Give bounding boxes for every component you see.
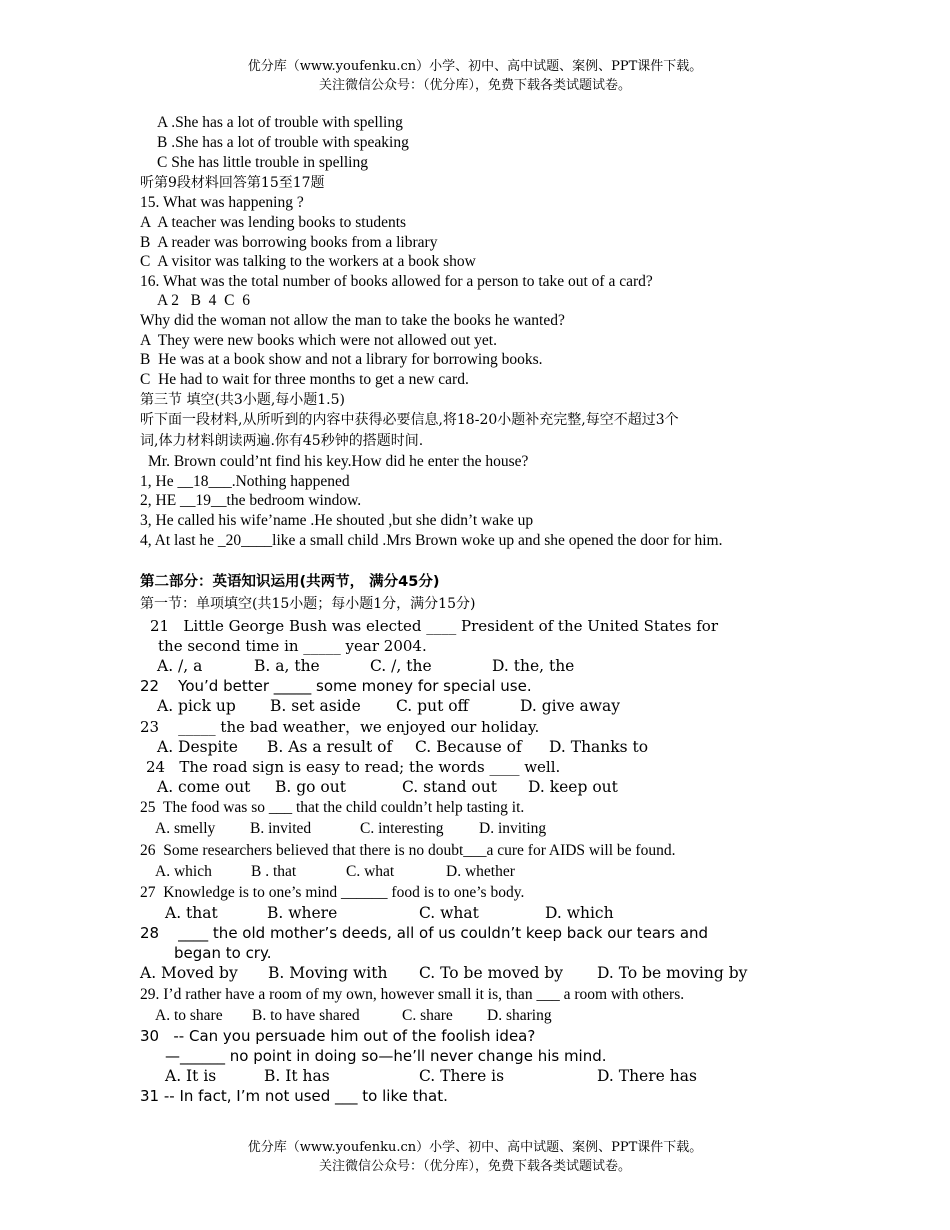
q24-option-d: D. keep out [528,778,618,796]
q26-stem: 26 Some researchers believed that there is no doubt___a cure for AIDS will be found. [140,842,676,859]
q23-option-b: B. As a result of [267,738,393,756]
q14-option-b: B .She has a lot of trouble with speaking [157,134,409,151]
q30-option-a: A. It is [165,1067,217,1085]
q23-option-c: C. Because of [415,738,522,756]
page-footer [0,1138,950,1176]
q27-option-b: B. where [267,904,338,922]
q22-option-c: C. put off [396,697,469,715]
q27-option-a: A. that [165,904,218,922]
q27-option-d: D. which [545,904,614,922]
q17-stem: Why did the woman not allow the man to take the books he wanted? [140,312,565,329]
q27-option-c: C. what [419,904,479,922]
fill-item-20: 4, At last he _20____like a small child .Mrs Brown woke up and she opened the door for him. [140,532,723,549]
q25-option-d: D. inviting [479,820,547,837]
section3-title: 第三节 填空(共3小题,每小题1.5) [140,392,345,408]
q23-option-a: A. Despite [157,738,238,756]
q16-options: A 2 B 4 C 6 [157,292,251,309]
fill-item-18: 1, He __18___.Nothing happened [140,473,350,490]
header-line-1: 优分库（www.youfenku.cn）小学、初中、高中试题、案例、PPT课件下载。 [247,59,703,74]
passage9-instruction: 听第9段材料回答第15至17题 [140,175,325,191]
q24-stem: 24 The road sign is easy to read; the words ____ well. [146,758,561,776]
q21-option-c: C. /, the [370,657,432,675]
footer-line-1: 优分库（www.youfenku.cn）小学、初中、高中试题、案例、PPT课件下载。 [247,1140,703,1155]
section3-instruction-1: 听下面一段材料,从所听到的内容中获得必要信息,将18-20小题补充完整,每空不超过3个 [140,412,679,428]
q25-option-a: A. smelly [155,820,216,837]
q28-option-d: D. To be moving by [597,964,748,982]
q22-option-a: A. pick up [157,697,236,715]
q26-option-b: B . that [251,863,297,880]
q26-option-c: C. what [346,863,395,880]
q15-stem: 15. What was happening ? [140,194,304,211]
q23-option-d: D. Thanks to [549,738,649,756]
q21-option-a: A. /, a [157,657,203,675]
q16-stem: 16. What was the total number of books allowed for a person to take out of a card? [140,273,653,290]
section3-instruction-2: 词,体力材料朗读两遍.你有45秒钟的搭题时间. [140,433,424,449]
part2-section1-title: 第一节：单项填空(共15小题；每小题1分，满分15分) [140,596,476,612]
q29-option-b: B. to have shared [252,1007,360,1024]
page-header [0,57,950,95]
q28-option-c: C. To be moved by [419,964,564,982]
q28-option-b: B. Moving with [268,964,388,982]
q24-option-c: C. stand out [402,778,497,796]
q31-stem: 31 -- In fact, I’m not used ___ to like that. [140,1087,448,1105]
q29-option-d: D. sharing [487,1007,552,1024]
q17-option-b: B He was at a book show and not a library for borrowing books. [140,351,543,368]
q25-option-c: C. interesting [360,820,444,837]
q25-option-b: B. invited [250,820,312,837]
q28-stem-line-2: began to cry. [174,944,272,962]
q26-option-d: D. whether [446,863,515,880]
footer-line-2: 关注微信公众号：（优分库），免费下载各类试题试卷。 [318,1159,631,1174]
q15-option-b: B A reader was borrowing books from a library [140,234,438,251]
q29-stem: 29. I’d rather have a room of my own, however small it is, than ___ a room with others. [140,986,685,1003]
q21-stem-line-1: 21 Little George Bush was elected ____ President of the United States for [150,617,719,635]
q30-option-b: B. It has [264,1067,330,1085]
q24-option-a: A. come out [157,778,251,796]
q22-option-d: D. give away [520,697,620,715]
q23-stem: 23 _____ the bad weather，we enjoyed our holiday. [140,718,540,736]
q21-option-d: D. the, the [492,657,575,675]
q21-option-b: B. a, the [254,657,320,675]
q30-option-d: D. There has [597,1067,697,1085]
q29-option-c: C. share [402,1007,453,1024]
q15-option-c: C A visitor was talking to the workers at a book show [140,253,476,270]
fill-question: Mr. Brown could’nt find his key.How did he enter the house? [148,453,529,470]
q22-stem: 22 You’d better _____ some money for special use. [140,677,532,695]
header-line-2: 关注微信公众号：（优分库），免费下载各类试题试卷。 [318,78,631,93]
q30-stem-line-1: 30 -- Can you persuade him out of the foolish idea? [140,1027,536,1045]
q25-stem: 25 The food was so ___ that the child couldn’t help tasting it. [140,799,525,816]
q27-stem: 27 Knowledge is to one’s mind ______ food is to one’s body. [140,884,525,901]
q29-option-a: A. to share [155,1007,223,1024]
q17-option-c: C He had to wait for three months to get a new card. [140,371,469,388]
q24-option-b: B. go out [275,778,346,796]
q21-stem-line-2: the second time in _____ year 2004. [158,637,427,655]
q14-option-c: C She has little trouble in spelling [157,154,368,171]
q17-option-a: A They were new books which were not allowed out yet. [140,332,497,349]
q14-option-a: A .She has a lot of trouble with spelling [157,114,403,131]
q15-option-a: A A teacher was lending books to students [140,214,407,231]
fill-item-3: 3, He called his wife’name .He shouted ,but she didn’t wake up [140,512,534,529]
q22-option-b: B. set aside [270,697,361,715]
q30-stem-line-2: —______ no point in doing so—he’ll never change his mind. [165,1047,607,1065]
fill-item-19: 2, HE __19__the bedroom window. [140,492,362,509]
q28-option-a: A. Moved by [140,964,238,982]
q26-option-a: A. which [155,863,212,880]
part2-title: 第二部分：英语知识运用(共两节， 满分45分) [140,574,440,590]
q30-option-c: C. There is [419,1067,505,1085]
q28-stem-line-1: 28 ____ the old mother’s deeds, all of us couldn’t keep back our tears and [140,924,709,942]
